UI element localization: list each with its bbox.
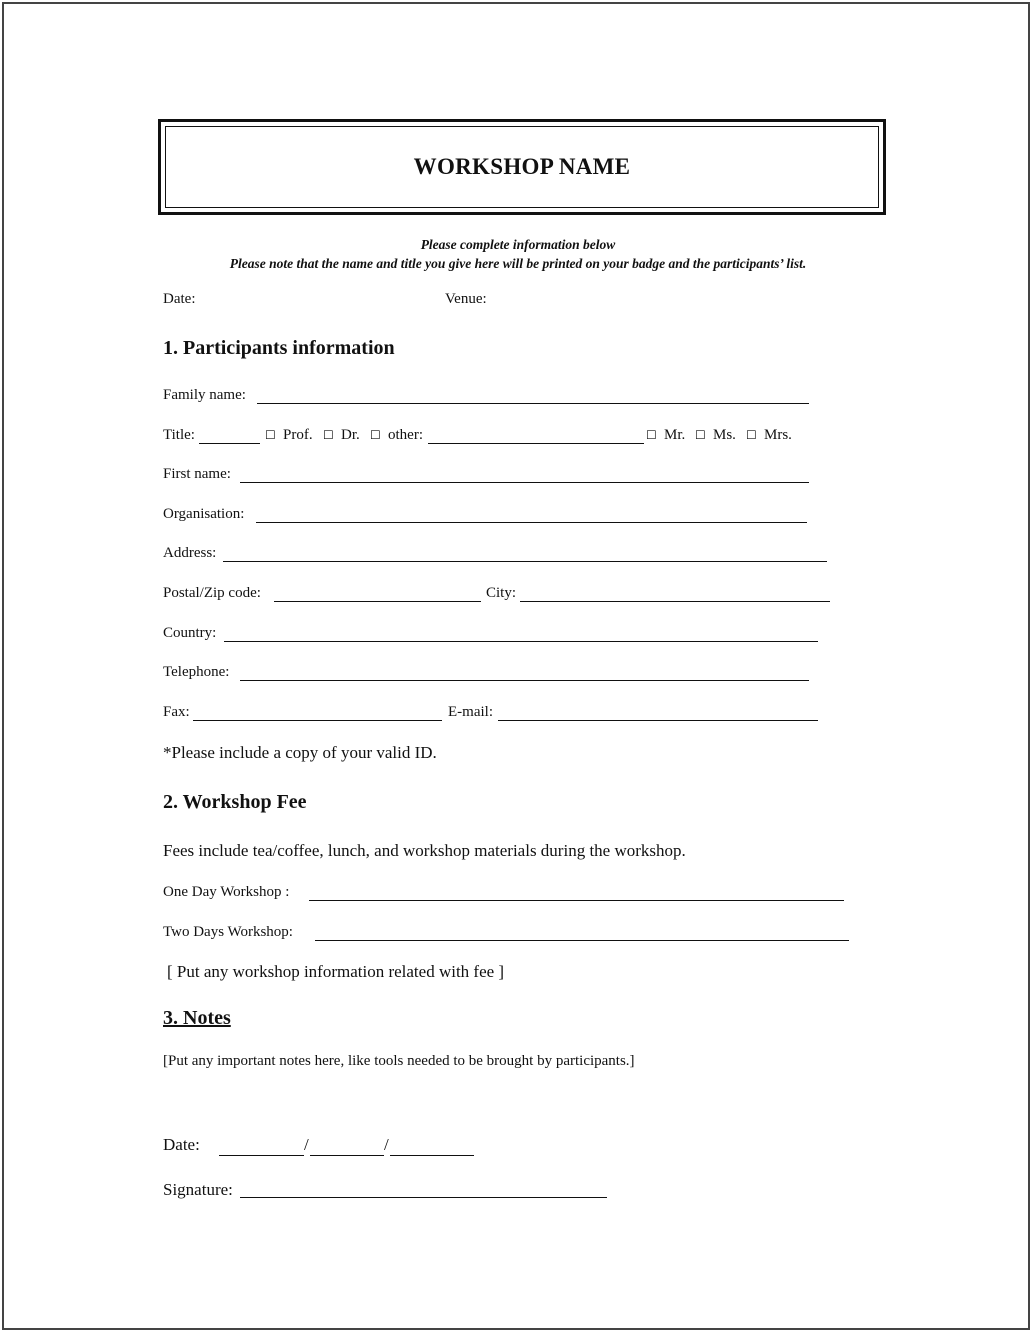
id-note: *Please include a copy of your valid ID. (163, 743, 437, 762)
city-field[interactable] (520, 601, 830, 602)
signature-field[interactable] (240, 1197, 607, 1198)
footer-date-month-field[interactable] (310, 1155, 384, 1156)
instruction-line-2: Please note that the name and title you give here will be printed on your badge and the participants’ list. (229, 256, 807, 271)
two-days-field[interactable] (315, 940, 849, 941)
family-name-label: Family name: (163, 387, 246, 403)
title-box-inner (165, 126, 879, 208)
mrs-label: Mrs. (764, 427, 792, 443)
title-field[interactable] (199, 443, 260, 444)
mr-label: Mr. (664, 427, 686, 443)
mrs-checkbox[interactable]: ☐ (746, 428, 757, 442)
telephone-label: Telephone: (163, 664, 230, 680)
title-label: Title: (163, 427, 195, 443)
date-slash-2: / (384, 1135, 389, 1154)
two-days-label: Two Days Workshop: (163, 924, 293, 940)
other-checkbox[interactable]: ☐ (370, 428, 381, 442)
date-slash-1: / (304, 1135, 309, 1154)
footer-date-label: Date: (163, 1135, 200, 1154)
dr-checkbox[interactable]: ☐ (323, 428, 334, 442)
email-label: E-mail: (448, 704, 493, 720)
address-field[interactable] (223, 561, 827, 562)
prof-label: Prof. (283, 427, 313, 443)
dr-label: Dr. (341, 427, 360, 443)
date-label: Date: (163, 291, 196, 307)
other-label: other: (388, 427, 423, 443)
section-1-heading: 1. Participants information (163, 337, 395, 359)
section-2-heading: 2. Workshop Fee (163, 791, 307, 813)
prof-checkbox[interactable]: ☐ (265, 428, 276, 442)
first-name-field[interactable] (240, 482, 809, 483)
fees-text: Fees include tea/coffee, lunch, and workshop materials during the workshop. (163, 841, 686, 860)
title-box (158, 119, 886, 215)
venue-label: Venue: (445, 291, 487, 307)
postal-field[interactable] (274, 601, 481, 602)
fax-field[interactable] (193, 720, 442, 721)
ms-label: Ms. (713, 427, 736, 443)
section-3-heading: 3. Notes (163, 1007, 231, 1029)
notes-text: [Put any important notes here, like tools needed to be brought by participants.] (163, 1053, 635, 1069)
fee-info: [ Put any workshop information related with fee ] (167, 962, 505, 981)
one-day-field[interactable] (309, 900, 844, 901)
country-label: Country: (163, 625, 217, 641)
fax-label: Fax: (163, 704, 190, 720)
mr-checkbox[interactable]: ☐ (646, 428, 657, 442)
workshop-title: WORKSHOP NAME (413, 154, 631, 179)
email-field[interactable] (498, 720, 818, 721)
telephone-field[interactable] (240, 680, 809, 681)
organisation-label: Organisation: (163, 506, 245, 522)
first-name-label: First name: (163, 466, 231, 482)
family-name-field[interactable] (257, 403, 809, 404)
city-label: City: (486, 585, 517, 601)
instruction-line-1: Please complete information below (420, 237, 616, 252)
footer-date-year-field[interactable] (390, 1155, 474, 1156)
other-title-field[interactable] (428, 443, 644, 444)
address-label: Address: (163, 545, 217, 561)
footer-date-day-field[interactable] (219, 1155, 304, 1156)
ms-checkbox[interactable]: ☐ (695, 428, 706, 442)
organisation-field[interactable] (256, 522, 807, 523)
country-field[interactable] (224, 641, 818, 642)
postal-label: Postal/Zip code: (163, 585, 261, 601)
one-day-label: One Day Workshop : (163, 884, 290, 900)
signature-label: Signature: (163, 1180, 233, 1199)
